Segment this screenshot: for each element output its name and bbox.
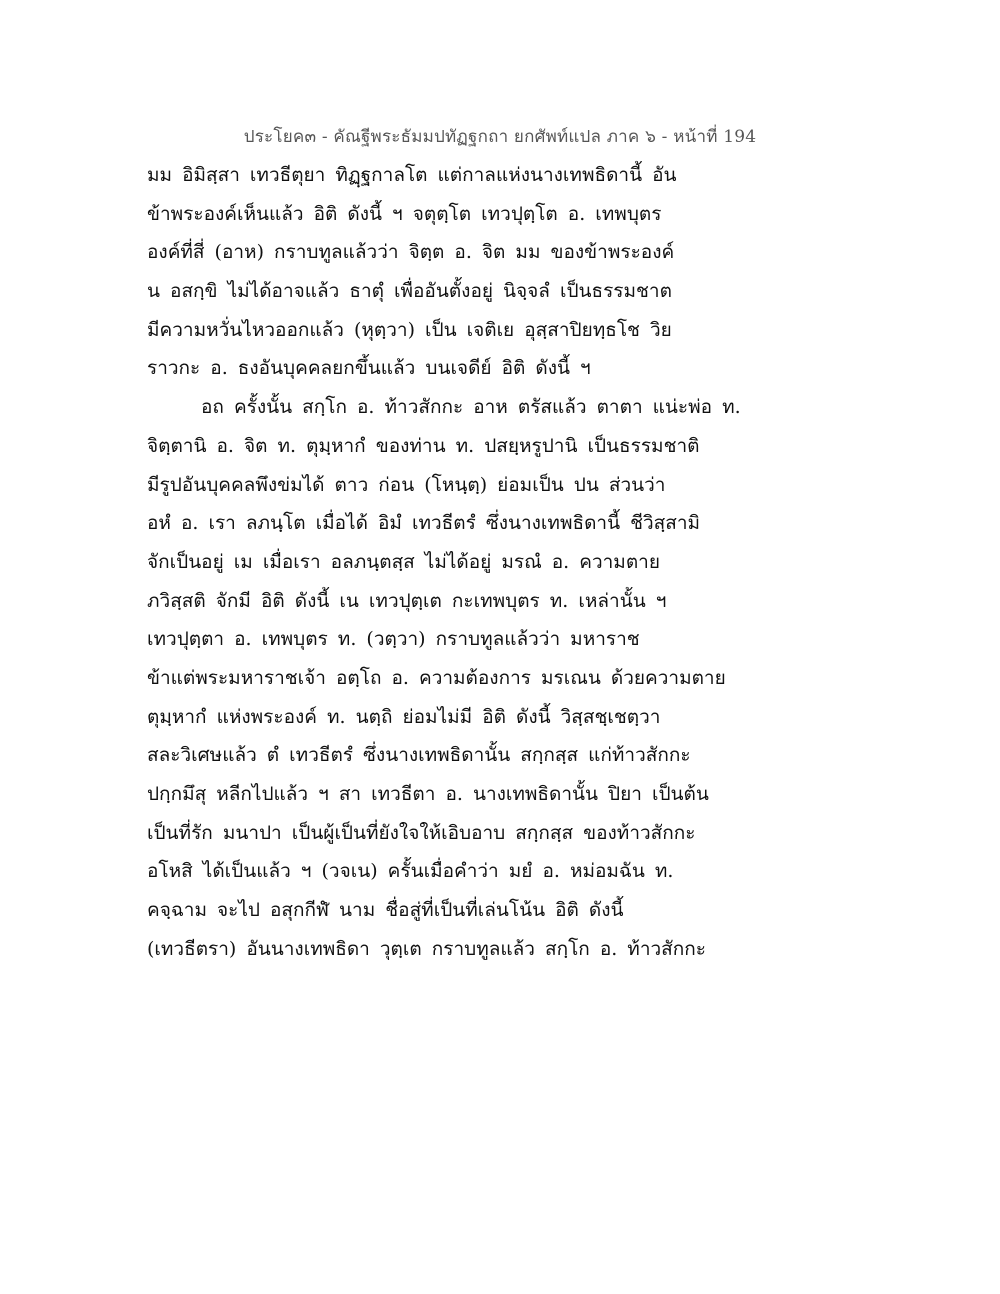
text-line: อหํ อ. เรา ลภนฺโต เมื่อได้ อิมํ เทวธีตรํ ซึ่งนางเทพธิดานี้ ชีวิสฺสามิ <box>147 512 701 535</box>
text-line: คจฺฉาม จะไป อสุกกีฬํ นาม ชื่อสู่ที่เป็นที่เล่นโน้น อิติ ดังนี้ <box>147 899 624 922</box>
body-text <box>147 160 767 972</box>
text-line: (เทวธีตรา) อันนางเทพธิดา วุตฺเต กราบทูลแล้ว สกฺโก อ. ท้าวสักกะ <box>147 937 706 960</box>
text-line: น อสกฺขิ ไม่ได้อาจแล้ว ธาตุํ เพื่ออันตั้งอยู่ นิจฺจลํ เป็นธรรมชาต <box>147 280 672 303</box>
text-line: มีรูปอันบุคคลพึงข่มได้ ตาว ก่อน (โหนฺตฺ) ย่อมเป็น ปน ส่วนว่า <box>147 473 666 496</box>
text-line: ราวกะ อ. ธงอันบุคคลยกขึ้นแล้ว บนเจดีย์ อิติ ดังนี้ ฯ <box>147 357 591 380</box>
text-line: ข้าพระองค์เห็นแล้ว อิติ ดังนี้ ฯ จตุตฺโต เทวปุตฺโต อ. เทพบุตร <box>147 202 662 225</box>
text-line: ปกฺกมึสุ หลีกไปแล้ว ฯ สา เทวธีตา อ. นางเทพธิดานั้น ปิยา เป็นต้น <box>147 783 709 805</box>
text-line: จักเป็นอยู่ เม เมื่อเรา อลภนฺตสฺส ไม่ได้อยู่ มรณํ อ. ความตาย <box>147 550 660 573</box>
text-line: เป็นที่รัก มนาปา เป็นผู้เป็นที่ยังใจให้เอิบอาบ สกฺกสฺส ของท้าวสักกะ <box>147 821 696 844</box>
text-line: มม อิมิสฺสา เทวธีตุยา ทิฏฺฐกาลโต แต่กาลแห่งนางเทพธิดานี้ อัน <box>147 164 677 186</box>
text-line: องค์ที่สี่ (อาห) กราบทูลแล้วว่า จิตฺต อ. จิต มม ของข้าพระองค์ <box>147 241 675 264</box>
text-line: มีความหวั่นไหวออกแล้ว (หุตฺวา) เป็น เจติเย อุสฺสาปิยทฺธโช วิย <box>147 318 672 341</box>
text-line: อโหสิ ได้เป็นแล้ว ฯ (วจเน) ครั้นเมื่อคำว่า มยํ อ. หม่อมฉัน ท. <box>147 860 674 883</box>
text-line: จิตฺตานิ อ. จิต ท. ตุมฺหากํ ของท่าน ท. ปสยฺหรูปานิ เป็นธรรมชาติ <box>147 434 700 457</box>
text-line: เทวปุตฺตา อ. เทพบุตร ท. (วตฺวา) กราบทูลแล้วว่า มหาราช <box>147 628 640 651</box>
text-line: ตุมฺหากํ แห่งพระองค์ ท. นตฺถิ ย่อมไม่มี อิติ ดังนี้ วิสฺสชฺเชตฺวา <box>147 705 661 728</box>
text-line: สละวิเศษแล้ว ตํ เทวธีตรํ ซึ่งนางเทพธิดานั้น สกฺกสฺส แก่ท้าวสักกะ <box>147 744 691 767</box>
paragraph-first-line: อถ ครั้งนั้น สกฺโก อ. ท้าวสักกะ อาห ตรัสแล้ว ตาตา แน่ะพ่อ ท. <box>201 396 741 419</box>
text-line: ข้าแต่พระมหาราชเจ้า อตฺโถ อ. ความต้องการ มรเณน ด้วยความตาย <box>147 666 726 689</box>
text-line: ภวิสฺสติ จักมี อิติ ดังนี้ เน เทวปุตฺเต กะเทพบุตร ท. เหล่านั้น ฯ <box>147 589 667 612</box>
page-header: ประโยค๓ - คัณฐีพระธัมมปทัฏฐกถา ยกศัพท์แปล ภาค ๖ - หน้าที่ 194 <box>243 127 757 147</box>
